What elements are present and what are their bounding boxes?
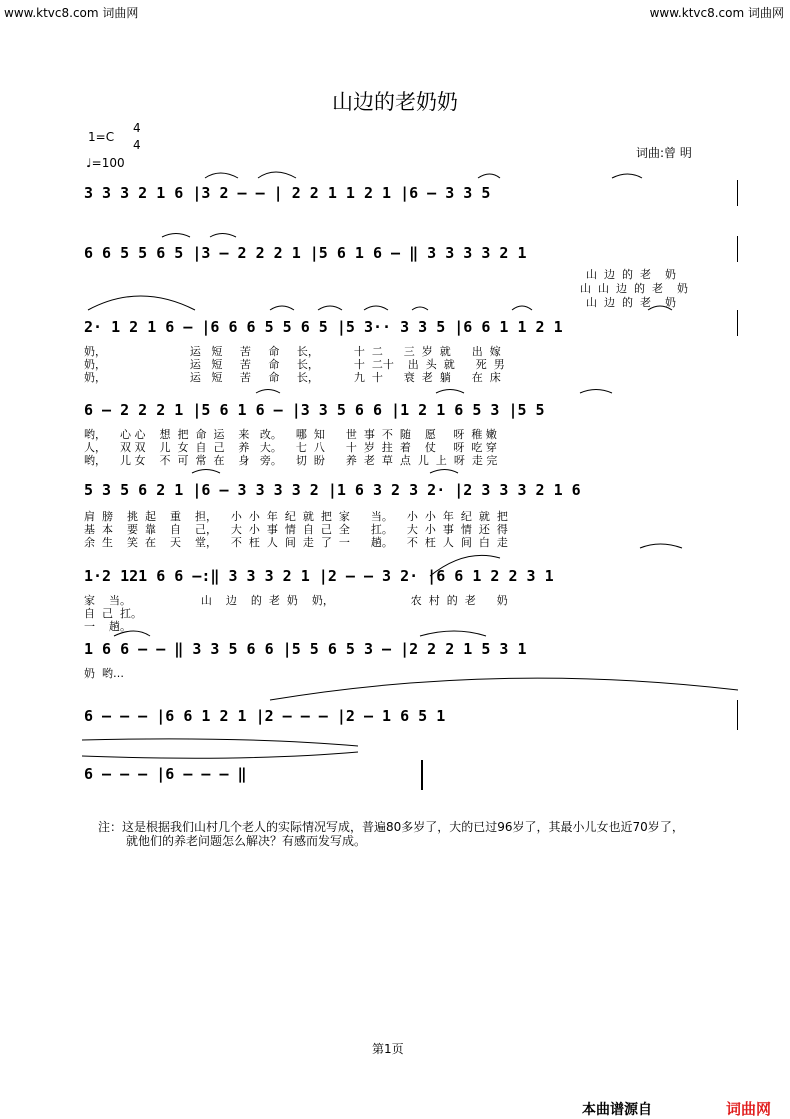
footer-source-label: 本曲谱源自 <box>582 1102 652 1118</box>
slur <box>436 390 464 394</box>
slur <box>430 555 500 576</box>
staff-line-3: 2· 1 2 1 6 – |6 6 6 5 5 6 5 |5 3·· 3 3 5 |6 6 1 1 2 1 <box>84 318 563 336</box>
key-signature: 1=C <box>88 130 115 144</box>
lyric-line: 肩 膀 挑 起 重 担， 小 小 年 纪 就 把 家 当。 小 小 年 纪 就 把 <box>84 510 508 523</box>
lyric-line: 人， 双 双 儿 女 自 己 养 大。 七 八 十 岁 拄 着 仗 呀 吃 穿 <box>84 441 497 454</box>
lyric-line: 奶， 运 短 苦 命 长， 十 二 三 岁 就 出 嫁 <box>84 345 501 358</box>
slur <box>364 306 388 310</box>
slur <box>270 678 738 700</box>
slur <box>420 631 486 636</box>
slur <box>205 173 238 178</box>
slur <box>612 174 642 178</box>
footnote-line-2: 就他们的养老问题怎么解决？有感而发写成。 <box>126 834 367 848</box>
slur <box>580 390 612 394</box>
lyric-line: 山 边 的 老 奶 <box>586 296 676 309</box>
lyric-line: 山 山 边 的 老 奶 <box>580 282 688 295</box>
slur <box>114 631 150 636</box>
header-right: www.ktvc8.com 词曲网 <box>649 6 784 20</box>
slur <box>478 174 500 178</box>
footer-site-logo[interactable]: 词曲网 <box>726 1100 772 1118</box>
quarter-note-icon: ♩ <box>86 156 92 170</box>
lyric-line: 一 趟。 <box>84 620 131 633</box>
staff-line-5: 5 3 5 6 2 1 |6 – 3 3 3 3 2 |1 6 3 2 3 2· |2 3 3 3 2 1 6 <box>84 481 581 499</box>
slur <box>192 470 220 474</box>
staff-line-4: 6 – 2 2 2 1 |5 6 1 6 – |3 3 5 6 6 |1 2 1 6 5 3 |5 5 <box>84 401 545 419</box>
slur <box>258 172 296 178</box>
tie <box>82 739 358 746</box>
lyric-line: 基 本 要 靠 自 己， 大 小 事 情 自 己 全 扛。 大 小 事 情 还 得 <box>84 523 508 536</box>
page-number: 第1页 <box>372 1042 404 1056</box>
slur <box>412 307 428 310</box>
slur <box>640 544 682 548</box>
slur <box>512 306 532 310</box>
slur <box>256 390 280 394</box>
staff-line-9: 6 – – – |6 – – – ‖ <box>84 765 247 783</box>
time-signature-bottom: 4 <box>133 138 141 152</box>
lyric-line: 奶， 运 短 苦 命 长， 十 二十 出 头 就 死 男 <box>84 358 505 371</box>
staff-line-6: 1·2 121 6 6 –:‖ 3 3 3 2 1 |2 – – 3 2· |6 6 1 2 2 3 1 <box>84 567 554 585</box>
footnote-line-1: 注：这是根据我们山村几个老人的实际情况写成，普遍80多岁了，大的已过96岁了，其最小儿女也近70岁了， <box>98 820 684 834</box>
credits: 词曲:曾 明 <box>636 146 692 160</box>
slur <box>270 306 294 310</box>
tie <box>82 752 358 758</box>
lyric-line: 奶， 运 短 苦 命 长， 九 十 衰 老 躺 在 床 <box>84 371 501 384</box>
staff-line-8: 6 – – – |6 6 1 2 1 |2 – – – |2 – 1 6 5 1 <box>84 707 446 725</box>
staff-line-7: 1 6 6 – – ‖ 3 3 5 6 6 |5 5 6 5 3 – |2 2 2 1 5 3 1 <box>84 640 527 658</box>
lyric-line: 奶 哟… <box>84 667 124 680</box>
slur <box>210 234 236 238</box>
tempo-mark: ♩=100 <box>86 156 125 170</box>
slur <box>648 306 672 310</box>
lyric-line: 自 己 扛。 <box>84 607 142 620</box>
lyric-line: 哟， 儿 女 不 可 常 在 身 旁。 切 盼 养 老 草 点 儿 上 呀 走 完 <box>84 454 498 467</box>
lyric-line: 余 生 笑 在 天 堂， 不 枉 人 间 走 了 一 趟。 不 枉 人 间 白 走 <box>84 536 508 549</box>
time-signature-top: 4 <box>133 121 141 135</box>
page-title: 山边的老奶奶 <box>332 90 458 114</box>
lyric-line: 哟， 心 心 想 把 命 运 来 改。 哪 知 世 事 不 随 愿 呀 稚 嫩 <box>84 428 497 441</box>
lyric-line: 家 当。 山 边 的 老 奶 奶， 农 村 的 老 奶 <box>84 594 508 607</box>
slur <box>162 234 190 238</box>
lyric-line: 山 边 的 老 奶 <box>586 268 676 281</box>
slur <box>318 306 342 310</box>
staff-line-1: 3 3 3 2 1 6 |3 2 – – | 2 2 1 1 2 1 |6 – 3 3 5 <box>84 184 491 202</box>
staff-line-2: 6 6 5 5 6 5 |3 – 2 2 2 1 |5 6 1 6 – ‖ 3 3 3 3 2 1 <box>84 244 527 262</box>
slur <box>88 296 195 310</box>
slur <box>430 470 458 474</box>
header-left: www.ktvc8.com 词曲网 <box>4 6 139 20</box>
